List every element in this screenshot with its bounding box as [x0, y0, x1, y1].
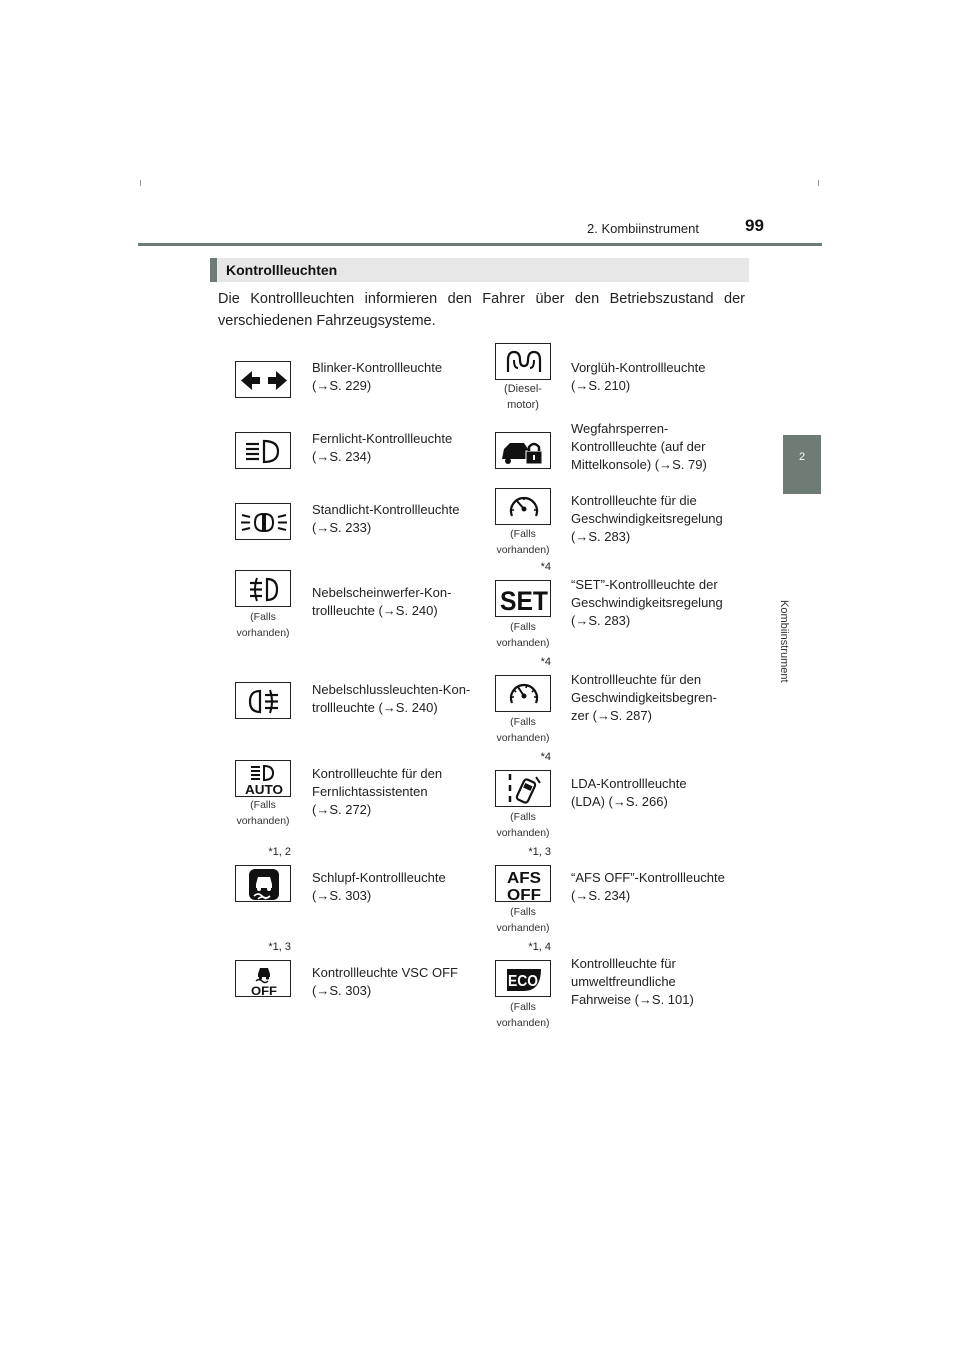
light-description: Standlicht-Kontrollleuchte (→S. 233) — [312, 502, 460, 535]
speed-limiter-icon — [495, 675, 551, 712]
availability-note: (Falls vorhanden) — [496, 811, 550, 839]
footnote-marker: *1, 4 — [528, 941, 551, 953]
car-lock-icon — [495, 432, 551, 469]
header-chapter: 2. Kombiinstrument — [587, 221, 699, 236]
availability-note: (Diesel- motor) — [504, 383, 542, 411]
eco-mode-icon — [495, 960, 551, 997]
chapter-tab[interactable] — [783, 435, 821, 494]
turn-signal-arrows-icon — [235, 361, 291, 398]
availability-note: (Falls vorhanden) — [496, 716, 550, 744]
light-description: Wegfahrsperren- Kontrollleuchte (auf der Mittelkonsole) (→S. 79) — [571, 421, 707, 472]
svg-text:OFF: OFF — [507, 887, 542, 903]
svg-text:OFF: OFF — [251, 984, 277, 998]
slip-indicator-icon — [235, 865, 291, 902]
chapter-tab-label: Kombiinstrument — [778, 600, 790, 683]
svg-text:ECO: ECO — [508, 973, 538, 990]
light-description: Fernlicht-Kontrollleuchte (→S. 234) — [312, 431, 453, 464]
svg-text:SET: SET — [500, 586, 549, 616]
set-text-icon — [495, 580, 551, 617]
light-description: Blinker-Kontrollleuchte (→S. 229) — [312, 360, 443, 393]
light-description: Schlupf-Kontrollleuchte (→S. 303) — [312, 870, 446, 903]
light-description: Vorglüh-Kontrollleuchte (→S. 210) — [571, 360, 706, 393]
crop-mark — [140, 180, 141, 186]
cruise-speedometer-icon — [495, 488, 551, 525]
light-description: Kontrollleuchte VSC OFF (→S. 303) — [312, 965, 458, 998]
footnote-marker: *1, 2 — [268, 846, 291, 858]
intro-paragraph: Die Kontrollleuchten informieren den Fahrer über den Betriebszustand der verschiedenen Fahrzeugsysteme. — [218, 291, 745, 329]
light-description: Kontrollleuchte für den Geschwindigkeitsbegren- zer (→S. 287) — [571, 672, 717, 723]
lane-departure-icon — [495, 770, 551, 807]
light-description: Kontrollleuchte für den Fernlichtassistenten (→S. 272) — [312, 766, 443, 817]
light-description: “SET”-Kontrollleuchte der Geschwindigkeitsregelung (→S. 283) — [571, 577, 723, 628]
chapter-tab-number: 2 — [798, 451, 806, 463]
front-fog-light-icon — [235, 570, 291, 607]
light-description: Kontrollleuchte für umweltfreundliche Fahrweise (→S. 101) — [571, 956, 694, 1007]
availability-note: (Falls vorhanden) — [236, 799, 290, 827]
footnote-marker: *1, 3 — [528, 846, 551, 858]
afs-off-icon — [495, 865, 551, 902]
parking-light-icon — [235, 503, 291, 540]
light-description: Nebelscheinwerfer-Kon- trollleuchte (→S. 240) — [312, 585, 452, 618]
availability-note: (Falls vorhanden) — [496, 528, 550, 556]
footnote-marker: *4 — [540, 751, 551, 763]
footnote-marker: *1, 3 — [268, 941, 291, 953]
vsc-off-icon — [235, 960, 291, 997]
footnote-marker: *4 — [540, 561, 551, 573]
footnote-marker: *4 — [540, 656, 551, 668]
section-heading — [210, 258, 749, 282]
high-beam-icon — [235, 432, 291, 469]
availability-note: (Falls vorhanden) — [496, 621, 550, 649]
section-title: Kontrollleuchten — [226, 262, 338, 278]
light-description: LDA-Kontrollleuchte (LDA) (→S. 266) — [571, 776, 687, 809]
svg-text:AFS: AFS — [507, 870, 542, 887]
availability-note: (Falls vorhanden) — [236, 611, 290, 639]
glow-plug-coil-icon — [495, 343, 551, 380]
auto-high-beam-icon — [235, 760, 291, 797]
light-description: Nebelschlussleuchten-Kon- trollleuchte (→S. 240) — [312, 682, 471, 715]
light-description: “AFS OFF”-Kontrollleuchte (→S. 234) — [571, 870, 725, 903]
crop-mark — [818, 180, 819, 186]
page-number: 99 — [745, 216, 764, 235]
availability-note: (Falls vorhanden) — [496, 1001, 550, 1029]
light-description: Kontrollleuchte für die Geschwindigkeitsregelung (→S. 283) — [571, 493, 723, 544]
svg-text:AUTO: AUTO — [245, 782, 283, 797]
header-rule — [138, 243, 822, 246]
rear-fog-light-icon — [235, 682, 291, 719]
availability-note: (Falls vorhanden) — [496, 906, 550, 934]
